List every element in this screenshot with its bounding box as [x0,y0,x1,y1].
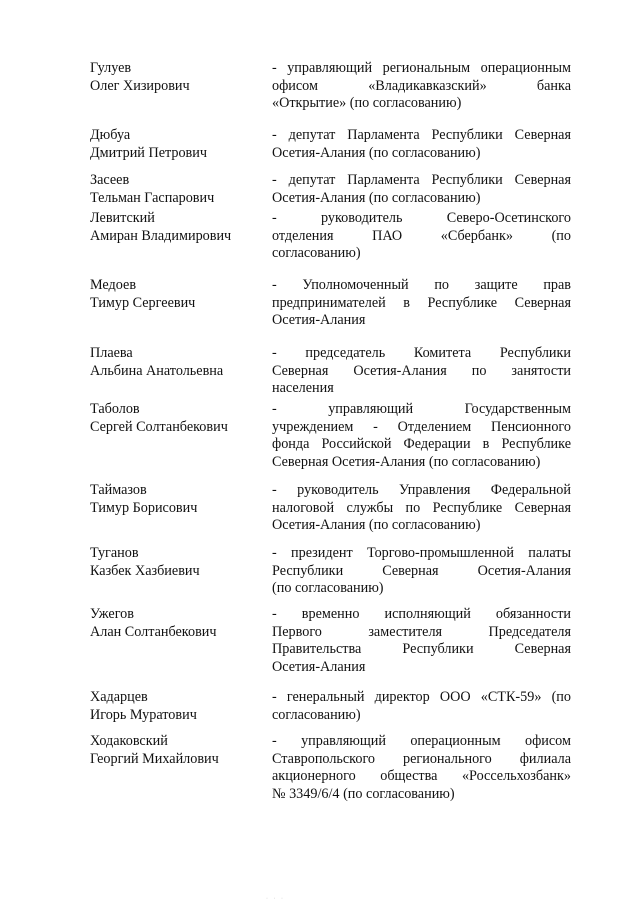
member-surname: Туганов [90,545,139,561]
member-surname: Гулуев [90,60,132,76]
member-role [272,277,571,330]
role-line: Осетия-Алания (по согласованию) [272,517,481,534]
member-name [90,689,260,724]
member-given-names: Казбек Хазбиевич [90,562,200,579]
role-line: - временно исполняющий обязанности [272,606,571,622]
member-name [90,733,260,768]
member-given-names: Алан Солтанбекович [90,623,217,640]
role-line: Первого заместителя Председателя [272,623,571,640]
role-line: - депутат Парламента Республики Северная [272,127,571,143]
role-line: Осетия-Алания (по согласованию) [272,144,481,161]
role-line: учреждением - Отделением Пенсионного [272,418,571,435]
member-surname: Таболов [90,401,140,417]
role-line: - президент Торгово-промышленной палаты [272,545,571,561]
member-given-names: Альбина Анатольевна [90,362,224,379]
member-given-names: Георгий Михайлович [90,750,219,767]
member-given-names: Олег Хизирович [90,77,190,94]
role-line: - генеральный директор ООО «СТК-59» (по [272,689,571,705]
role-line: фонда Российской Федерации в Республике [272,436,571,453]
role-line: отделения ПАО «Сбербанк» (по [272,227,571,244]
role-line: - руководитель Северо-Осетинского [272,210,571,226]
role-line: налоговой службы по Республике Северная [272,499,571,516]
role-line: населения [272,380,334,397]
member-surname: Хадарцев [90,689,148,705]
member-role [272,482,571,535]
member-given-names: Амиран Владимирович [90,227,232,244]
role-line: акционерного общества «Россельхозбанк» [272,768,571,785]
role-line: Северная Осетия-Алания по занятости [272,362,571,379]
role-line: - председатель Комитета Республики [272,345,571,361]
member-given-names: Тимур Сергеевич [90,294,196,311]
member-role [272,345,571,398]
role-line: (по согласованию) [272,580,384,597]
member-role [272,733,571,803]
member-given-names: Тимур Борисович [90,499,198,516]
role-line: Правительства Республики Северная [272,641,571,658]
member-name [90,277,260,312]
member-name [90,60,260,95]
role-line: Ставропольского регионального филиала [272,750,571,767]
member-surname: Левитский [90,210,155,226]
member-given-names: Тельман Гаспарович [90,189,215,206]
role-line: согласованию) [272,245,361,262]
member-name [90,545,260,580]
member-name [90,127,260,162]
role-line: предпринимателей в Республике Северная [272,294,571,311]
role-line: - управляющий Государственным [272,401,571,417]
member-surname: Плаева [90,345,133,361]
role-line: - Уполномоченный по защите прав [272,277,571,293]
member-role [272,545,571,598]
role-line: - управляющий региональным операционным [272,60,571,76]
role-line: - депутат Парламента Республики Северная [272,172,571,188]
role-line: Осетия-Алания [272,658,366,675]
role-line: - управляющий операционным офисом [272,733,571,749]
role-line: № 3349/6/4 (по согласованию) [272,785,455,802]
member-name [90,345,260,380]
member-name [90,172,260,207]
member-name [90,210,260,245]
role-line: Осетия-Алания [272,312,366,329]
member-name [90,482,260,517]
member-surname: Ходаковский [90,733,168,749]
role-line: - руководитель Управления Федеральной [272,482,571,498]
member-given-names: Игорь Муратович [90,706,197,723]
member-role [272,172,571,207]
member-surname: Таймазов [90,482,147,498]
role-line: Северная Осетия-Алания (по согласованию) [272,453,541,470]
member-given-names: Сергей Солтанбекович [90,418,228,435]
member-role [272,401,571,471]
member-role [272,210,571,263]
member-surname: Ужегов [90,606,134,622]
page-footer-mark: · · · [266,896,285,902]
member-role [272,127,571,162]
role-line: Осетия-Алания (по согласованию) [272,189,481,206]
member-surname: Дюбуа [90,127,131,143]
role-line: согласованию) [272,706,361,723]
member-name [90,401,260,436]
role-line: «Открытие» (по согласованию) [272,95,462,112]
member-given-names: Дмитрий Петрович [90,144,207,161]
member-name [90,606,260,641]
member-role [272,689,571,724]
member-surname: Медоев [90,277,137,293]
role-line: Республики Северная Осетия-Алания [272,562,571,579]
role-line: офисом «Владикавказский» банка [272,77,571,94]
member-surname: Засеев [90,172,130,188]
member-role [272,60,571,113]
member-role [272,606,571,676]
